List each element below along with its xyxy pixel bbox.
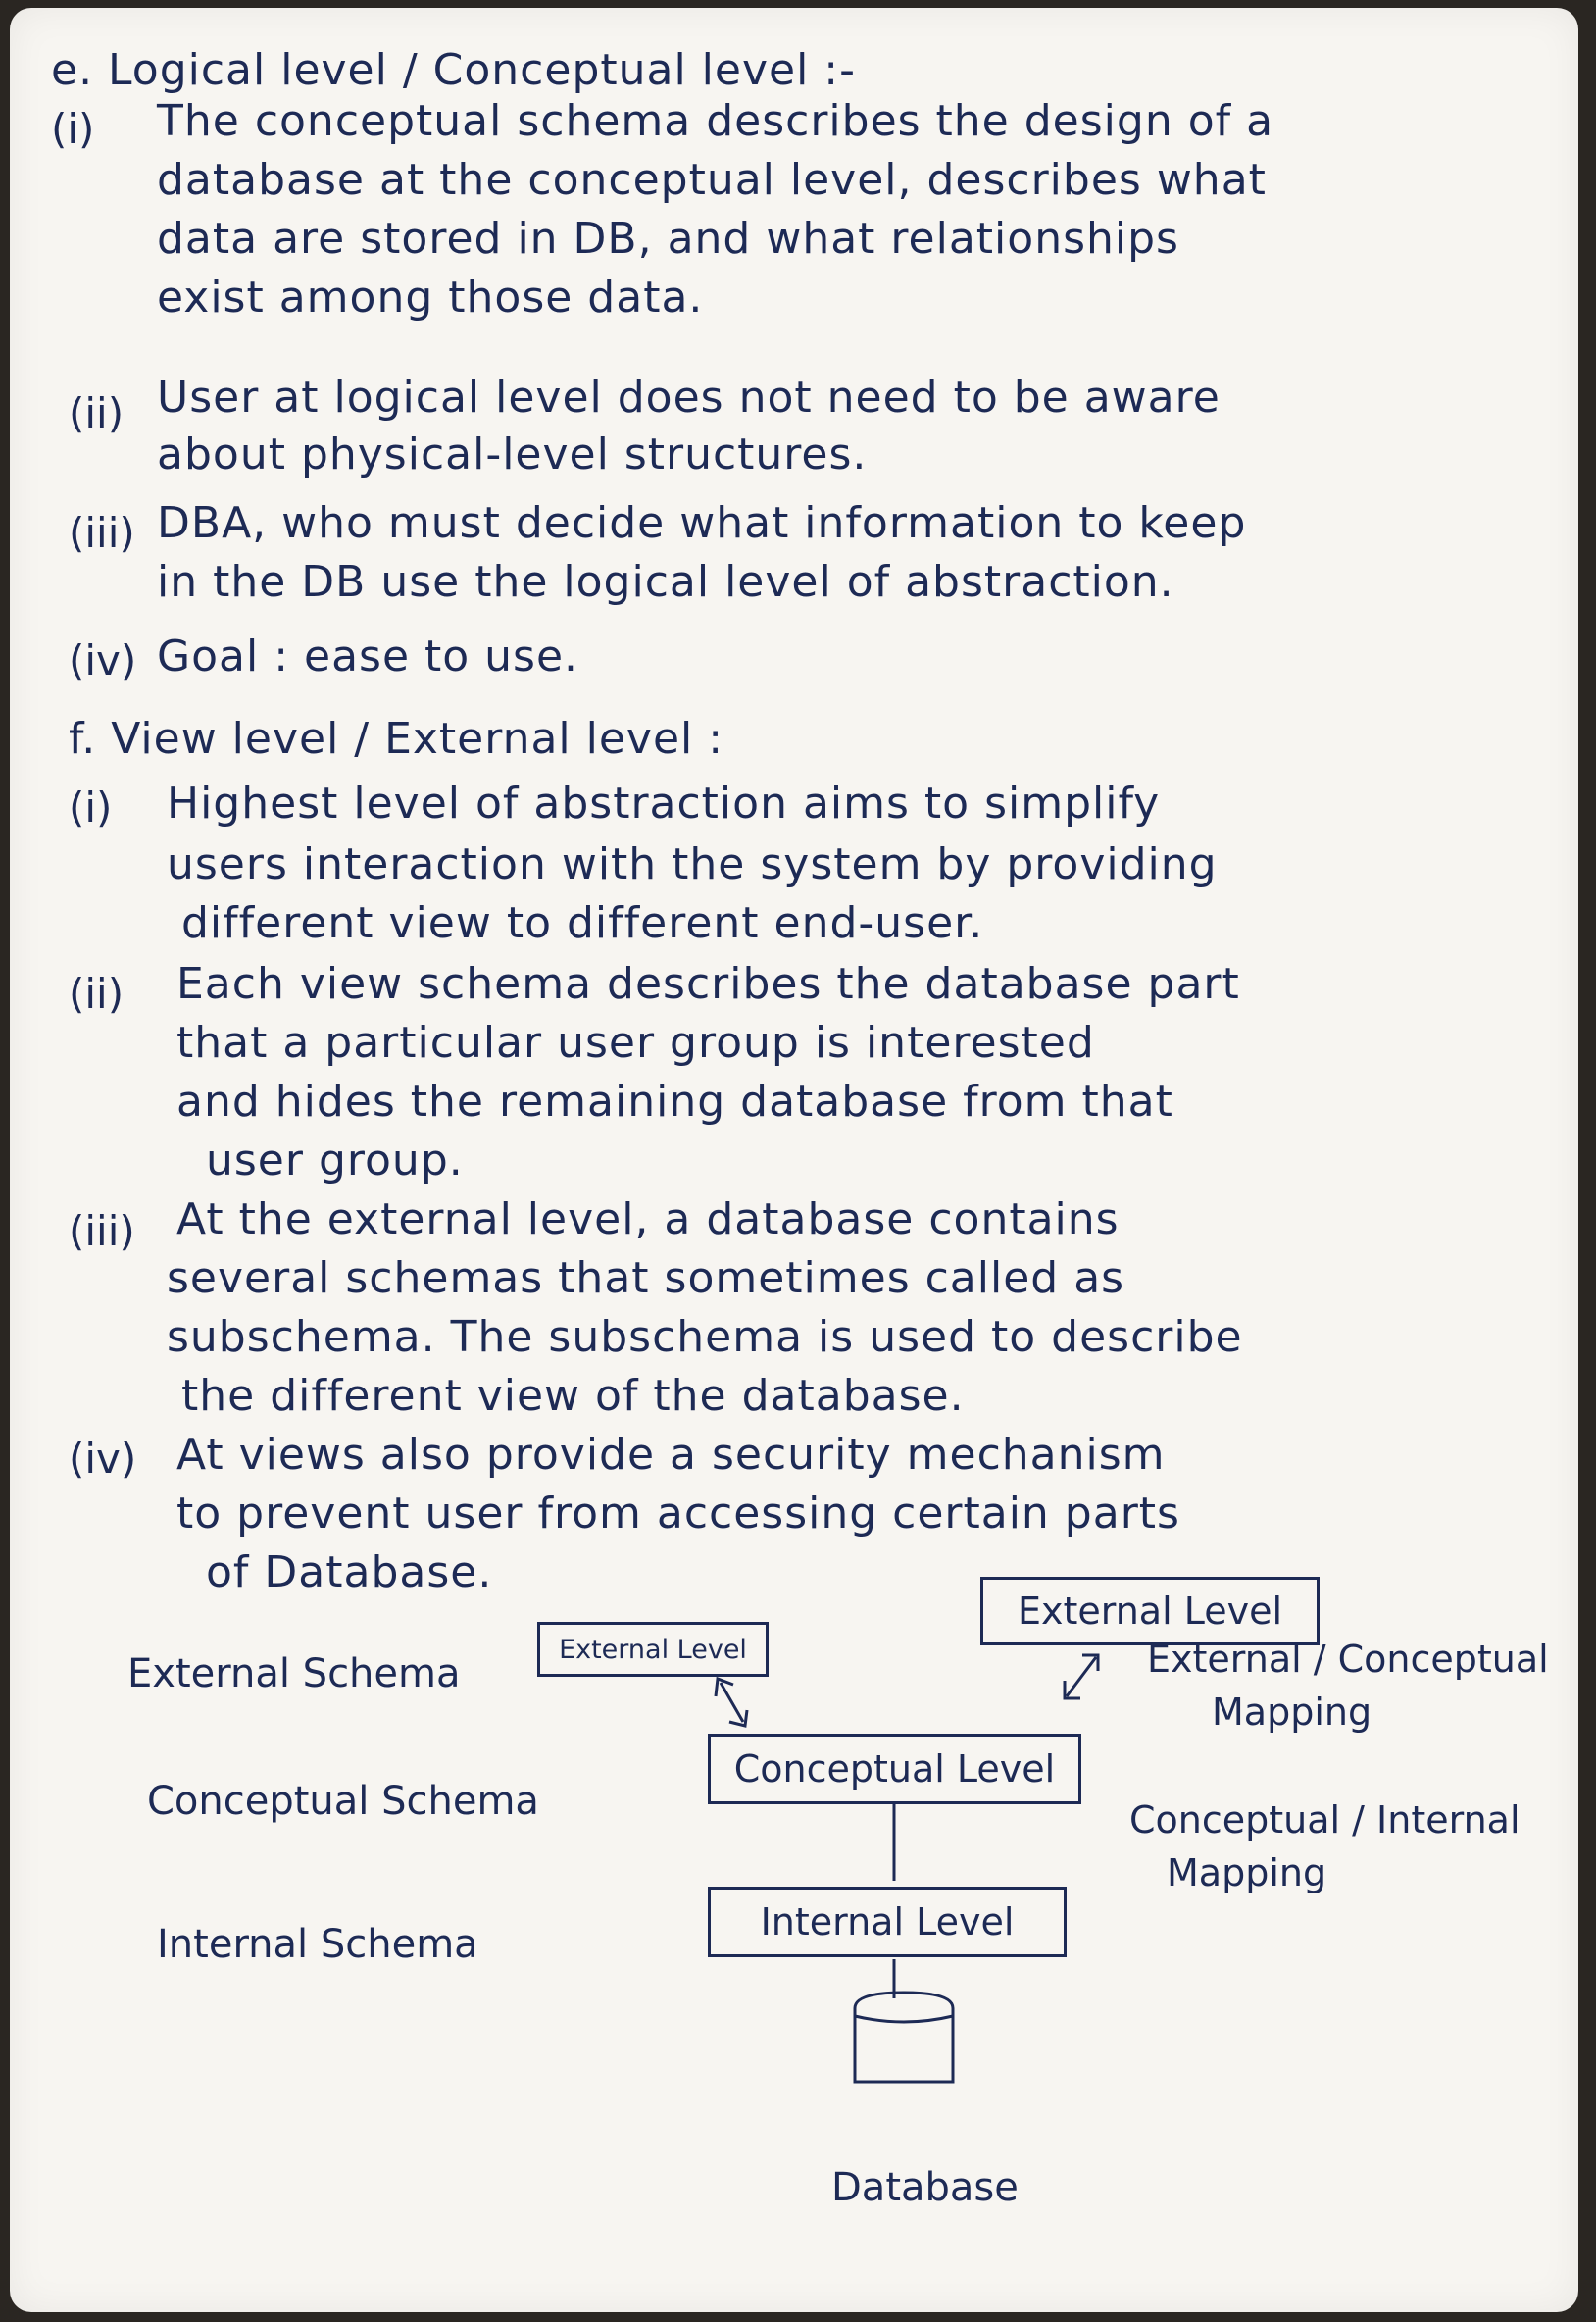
section-f-item-2-line-3: and hides the remaining database from that	[176, 1077, 1173, 1127]
box-external-level-large: External Level	[980, 1577, 1320, 1645]
arrow-external-large-to-conceptual	[1067, 1657, 1096, 1696]
section-f-item-4-line-2: to prevent user from accessing certain parts	[176, 1489, 1180, 1539]
section-f-item-1-line-3: different view to different end-user.	[181, 898, 984, 948]
section-f-item-2-line-2: that a particular user group is interested	[176, 1018, 1095, 1068]
section-f-item-3-line-4: the different view of the database.	[181, 1371, 965, 1421]
section-f-item-1-line-1: Highest level of abstraction aims to simplify	[167, 779, 1161, 829]
section-e-heading: e. Logical level / Conceptual level :-	[51, 45, 856, 95]
label-internal-schema: Internal Schema	[157, 1922, 478, 1967]
label-external-schema: External Schema	[127, 1651, 461, 1696]
section-f-item-2-line-4: user group.	[206, 1136, 464, 1186]
label-database: Database	[831, 2165, 1019, 2210]
section-e-item-4-line-1: Goal : ease to use.	[157, 631, 579, 681]
section-e-item-1-line-2: database at the conceptual level, describes what	[157, 155, 1267, 205]
section-f-item-4-marker: (iv)	[69, 1435, 137, 1483]
label-conceptual-schema: Conceptual Schema	[147, 1779, 539, 1824]
label-external-conceptual-mapping-line-1: External / Conceptual	[1147, 1638, 1549, 1681]
section-e-item-3-marker: (iii)	[69, 509, 135, 557]
arrow-external-small-to-conceptual	[721, 1683, 743, 1722]
section-f-item-1-marker: (i)	[69, 783, 113, 832]
section-e-item-1-line-1: The conceptual schema describes the design of a	[157, 96, 1274, 146]
box-internal-level: Internal Level	[708, 1887, 1067, 1957]
label-conceptual-internal-mapping-line-1: Conceptual / Internal	[1129, 1798, 1521, 1842]
box-conceptual-level: Conceptual Level	[708, 1734, 1081, 1804]
section-f-item-4-line-1: At views also provide a security mechanism	[176, 1430, 1166, 1480]
section-f-item-3-line-1: At the external level, a database contains	[176, 1194, 1120, 1244]
section-f-item-3-line-3: subschema. The subschema is used to describe	[167, 1312, 1243, 1362]
section-f-item-2-line-1: Each view schema describes the database part	[176, 959, 1240, 1009]
section-e-item-1-line-3: data are stored in DB, and what relationships	[157, 214, 1179, 264]
section-f-item-4-line-3: of Database.	[206, 1547, 493, 1597]
section-e-item-1-marker: (i)	[51, 105, 95, 153]
section-f-item-3-line-2: several schemas that sometimes called as	[167, 1253, 1125, 1303]
box-external-level-small: External Level	[537, 1622, 769, 1677]
notebook-page	[10, 8, 1578, 2312]
section-e-item-1-line-4: exist among those data.	[157, 273, 704, 323]
label-external-conceptual-mapping-line-2: Mapping	[1212, 1691, 1372, 1734]
section-f-item-1-line-2: users interaction with the system by providing	[167, 839, 1218, 889]
section-f-item-2-marker: (ii)	[69, 970, 125, 1018]
database-icon	[855, 1993, 953, 2082]
section-f-heading: f. View level / External level :	[69, 714, 724, 764]
section-e-item-2-marker: (ii)	[69, 389, 125, 437]
section-e-item-3-line-1: DBA, who must decide what information to keep	[157, 498, 1247, 548]
section-e-item-3-line-2: in the DB use the logical level of abstraction.	[157, 557, 1174, 607]
label-conceptual-internal-mapping-line-2: Mapping	[1167, 1851, 1327, 1894]
section-e-item-4-marker: (iv)	[69, 636, 137, 684]
section-f-item-3-marker: (iii)	[69, 1207, 135, 1255]
section-e-item-2-line-1: User at logical level does not need to be aware	[157, 373, 1221, 423]
section-e-item-2-line-2: about physical-level structures.	[157, 429, 868, 480]
